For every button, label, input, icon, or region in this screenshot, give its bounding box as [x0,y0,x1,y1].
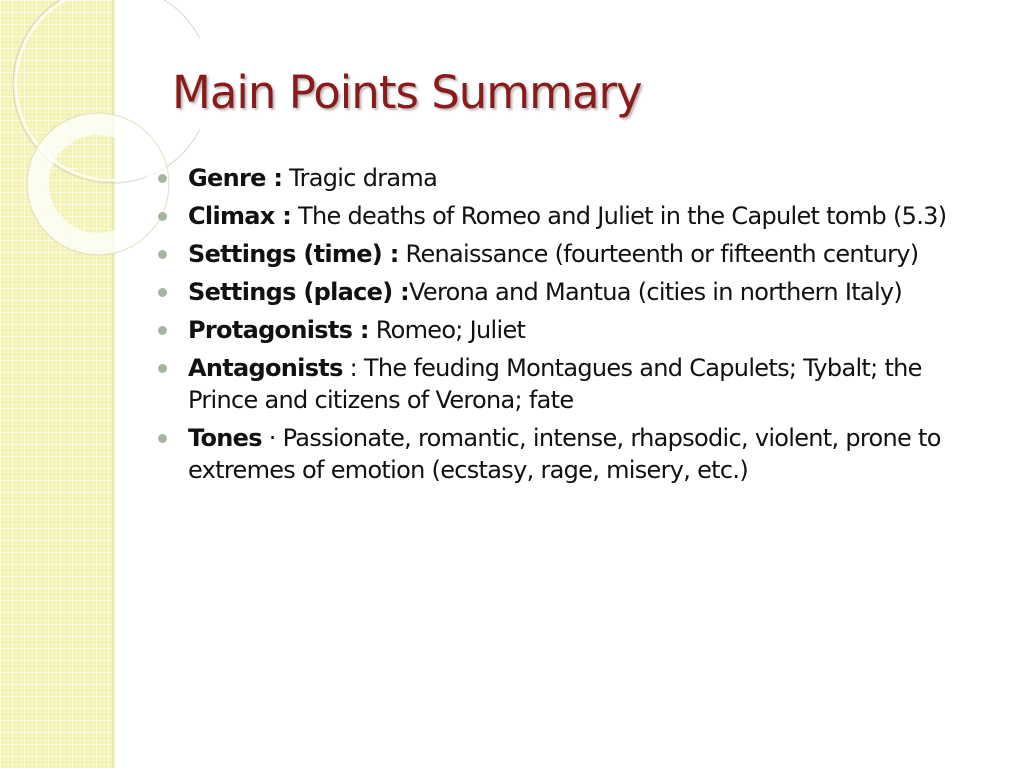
bullet-text: The deaths of Romeo and Juliet in the Capulet tomb (5.3) [291,202,947,230]
bullet-text: Romeo; Juliet [368,316,526,344]
bullet-text: Renaissance (fourteenth or fifteenth century) [398,240,919,268]
bullet-tones [158,422,978,486]
bullet-term: Settings (place) : [188,278,410,306]
bullet-term: Climax : [188,202,292,230]
bullet-text: Tragic drama [282,164,438,192]
bullet-term: Protagonists : [188,316,369,344]
bullet-settings-place [158,276,978,308]
bullet-text: Verona and Mantua (cities in northern Italy) [409,278,903,306]
bullet-dot-icon [158,326,167,335]
bullet-term: Antagonists [188,354,343,382]
bullet-dot-icon [158,174,167,183]
bullet-term: Genre : [188,164,283,192]
bullet-term: Settings (time) : [188,240,399,268]
bullet-dot-icon [158,364,167,373]
slide-title: Main Points Summary [172,66,642,119]
bullet-dot-icon [158,250,167,259]
bullet-antagonists [158,352,978,416]
bullet-term: Tones [188,424,262,452]
bullet-dot-icon [158,288,167,297]
bullet-settings-time [158,238,978,270]
decorative-ring [38,124,158,244]
bullet-dot-icon [158,212,167,221]
bullet-genre [158,162,978,194]
bullet-text: : The feuding Montagues and Capulets; Tybalt; the Prince and citizens of Verona; fate [188,354,922,414]
bullet-protagonists [158,314,978,346]
bullet-dot-icon [158,434,167,443]
bullet-climax [158,200,978,232]
summary-bullet-list [158,162,978,492]
bullet-text: · Passionate, romantic, intense, rhapsodic, violent, prone to extremes of emotion (ecstasy, rage, misery, etc.) [188,424,941,484]
